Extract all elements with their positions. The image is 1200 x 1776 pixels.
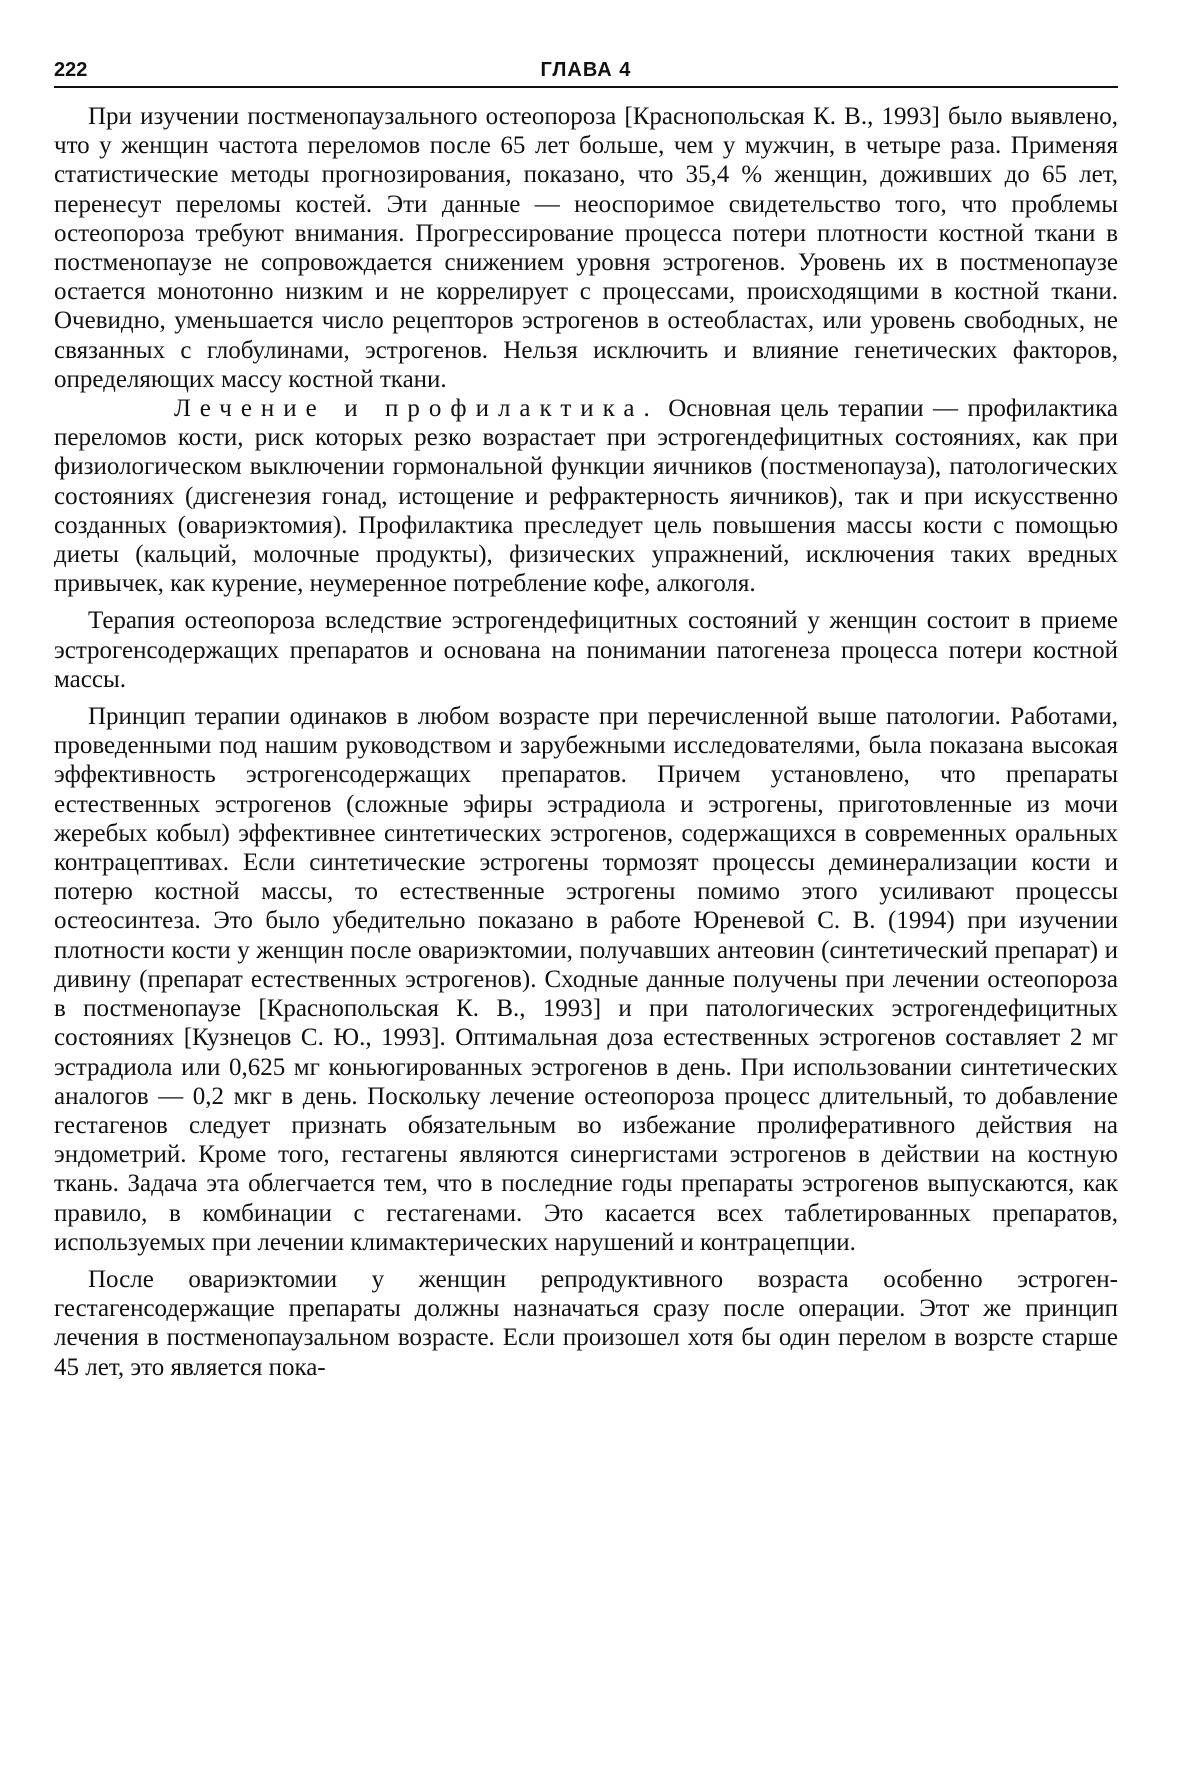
page-number: 222 — [54, 59, 88, 81]
body-text — [54, 102, 1118, 1382]
paragraph-5: После овариэктомии у женщин репродуктивного возраста особенно эстроген-гестагенсодержащие препараты должны назначаться сразу после операции. Этот же принцип лечения в постменопаузальном возрасте. Если произошел хотя бы один перелом в возрсте старше 45 лет, это является пока- — [54, 1265, 1118, 1381]
paragraph-3: Терапия остеопороза вследствие эстрогендефицитных состояний у женщин состоит в приеме эстрогенсодержащих препаратов и основана на понимании патогенеза процесса потери костной массы. — [54, 607, 1118, 693]
section-heading: Лечение и профилактика. — [174, 395, 659, 423]
chapter-title: ГЛАВА 4 — [540, 59, 632, 81]
paragraph-2-text: Основная цель терапии — профилактика переломов кости, риск которых резко возрастает при эстрогендефицитных состояниях, как при физиологическом выключении гормональной функции яичников (постменопауза), патологических состояниях (дисгенезия гонад, истощение и рефрактерность яичников), так и при искусственно созданных (овариэктомия). Профилактика преследует цель повышения массы кости с помощью диеты (кальций, молочные продукты), физических упражнений, исключения таких вредных привычек, как курение, неумеренное потребление кофе, алкоголя. — [54, 395, 1118, 598]
paragraph-2 — [54, 394, 1118, 598]
running-head — [54, 56, 1118, 88]
paragraph-1: При изучении постменопаузального остеопороза [Краснопольская К. В., 1993] было выявлено, что у женщин частота переломов после 65 лет больше, чем у мужчин, в четыре раза. Применяя статистические методы прогнозирования, показано, что 35,4 % женщин, доживших до 65 лет, перенесут переломы костей. Эти данные — неоспоримое свидетельство того, что проблемы остеопороза требуют внимания. Прогрессирование процесса потери плотности костной ткани в постменопаузе не сопровождается снижением уровня эстрогенов. Уровень их в постменопаузе остается монотонно низким и не коррелирует с процессами, происходящими в костной ткани. Очевидно, уменьшается число рецепторов эстрогенов в остеобластах, или уровень свободных, не связанных с глобулинами, эстрогенов. Нельзя исключить и влияние генетических факторов, определяющих массу костной ткани. — [54, 103, 1118, 393]
paragraph-4: Принцип терапии одинаков в любом возрасте при перечисленной выше патологии. Работами, проведенными под нашим руководством и зарубежными исследователями, была показана высокая эффективность эстрогенсодержащих препаратов. Причем установлено, что препараты естественных эстрогенов (сложные эфиры эстрадиола и эстрогены, приготовленные из мочи жеребых кобыл) эффективнее синтетических эстрогенов, содержащихся в современных оральных контрацептивах. Если синтетические эстрогены тормозят процессы деминерализации кости и потерю костной массы, то естественные эстрогены помимо этого усиливают процессы остеосинтеза. Это было убедительно показано в работе Юреневой С. В. (1994) при изучении плотности кости у женщин после овариэктомии, получавших антеовин (синтетический препарат) и дивину (препарат естественных эстрогенов). Сходные данные получены при лечении остеопороза в постменопаузе [Краснопольская К. В., 1993] и при патологических эстрогендефицитных состояниях [Кузнецов С. Ю., 1993]. Оптимальная доза естественных эстрогенов составляет 2 мг эстрадиола или 0,625 мг коньюгированных эстрогенов в день. При использовании синтетических аналогов — 0,2 мкг в день. Поскольку лечение остеопороза процесс длительный, то добавление гестагенов следует признать обязательным во избежание пролиферативного действия на эндометрий. Кроме того, гестагены являются синергистами эстрогенов в действии на костную ткань. Задача эта облегчается тем, что в последние годы препараты эстрогенов выпускаются, как правило, в комбинации с гестагенами. Это касается всех таблетированных препаратов, используемых при лечении климактерических нарушений и контрацепции. — [54, 703, 1118, 1256]
